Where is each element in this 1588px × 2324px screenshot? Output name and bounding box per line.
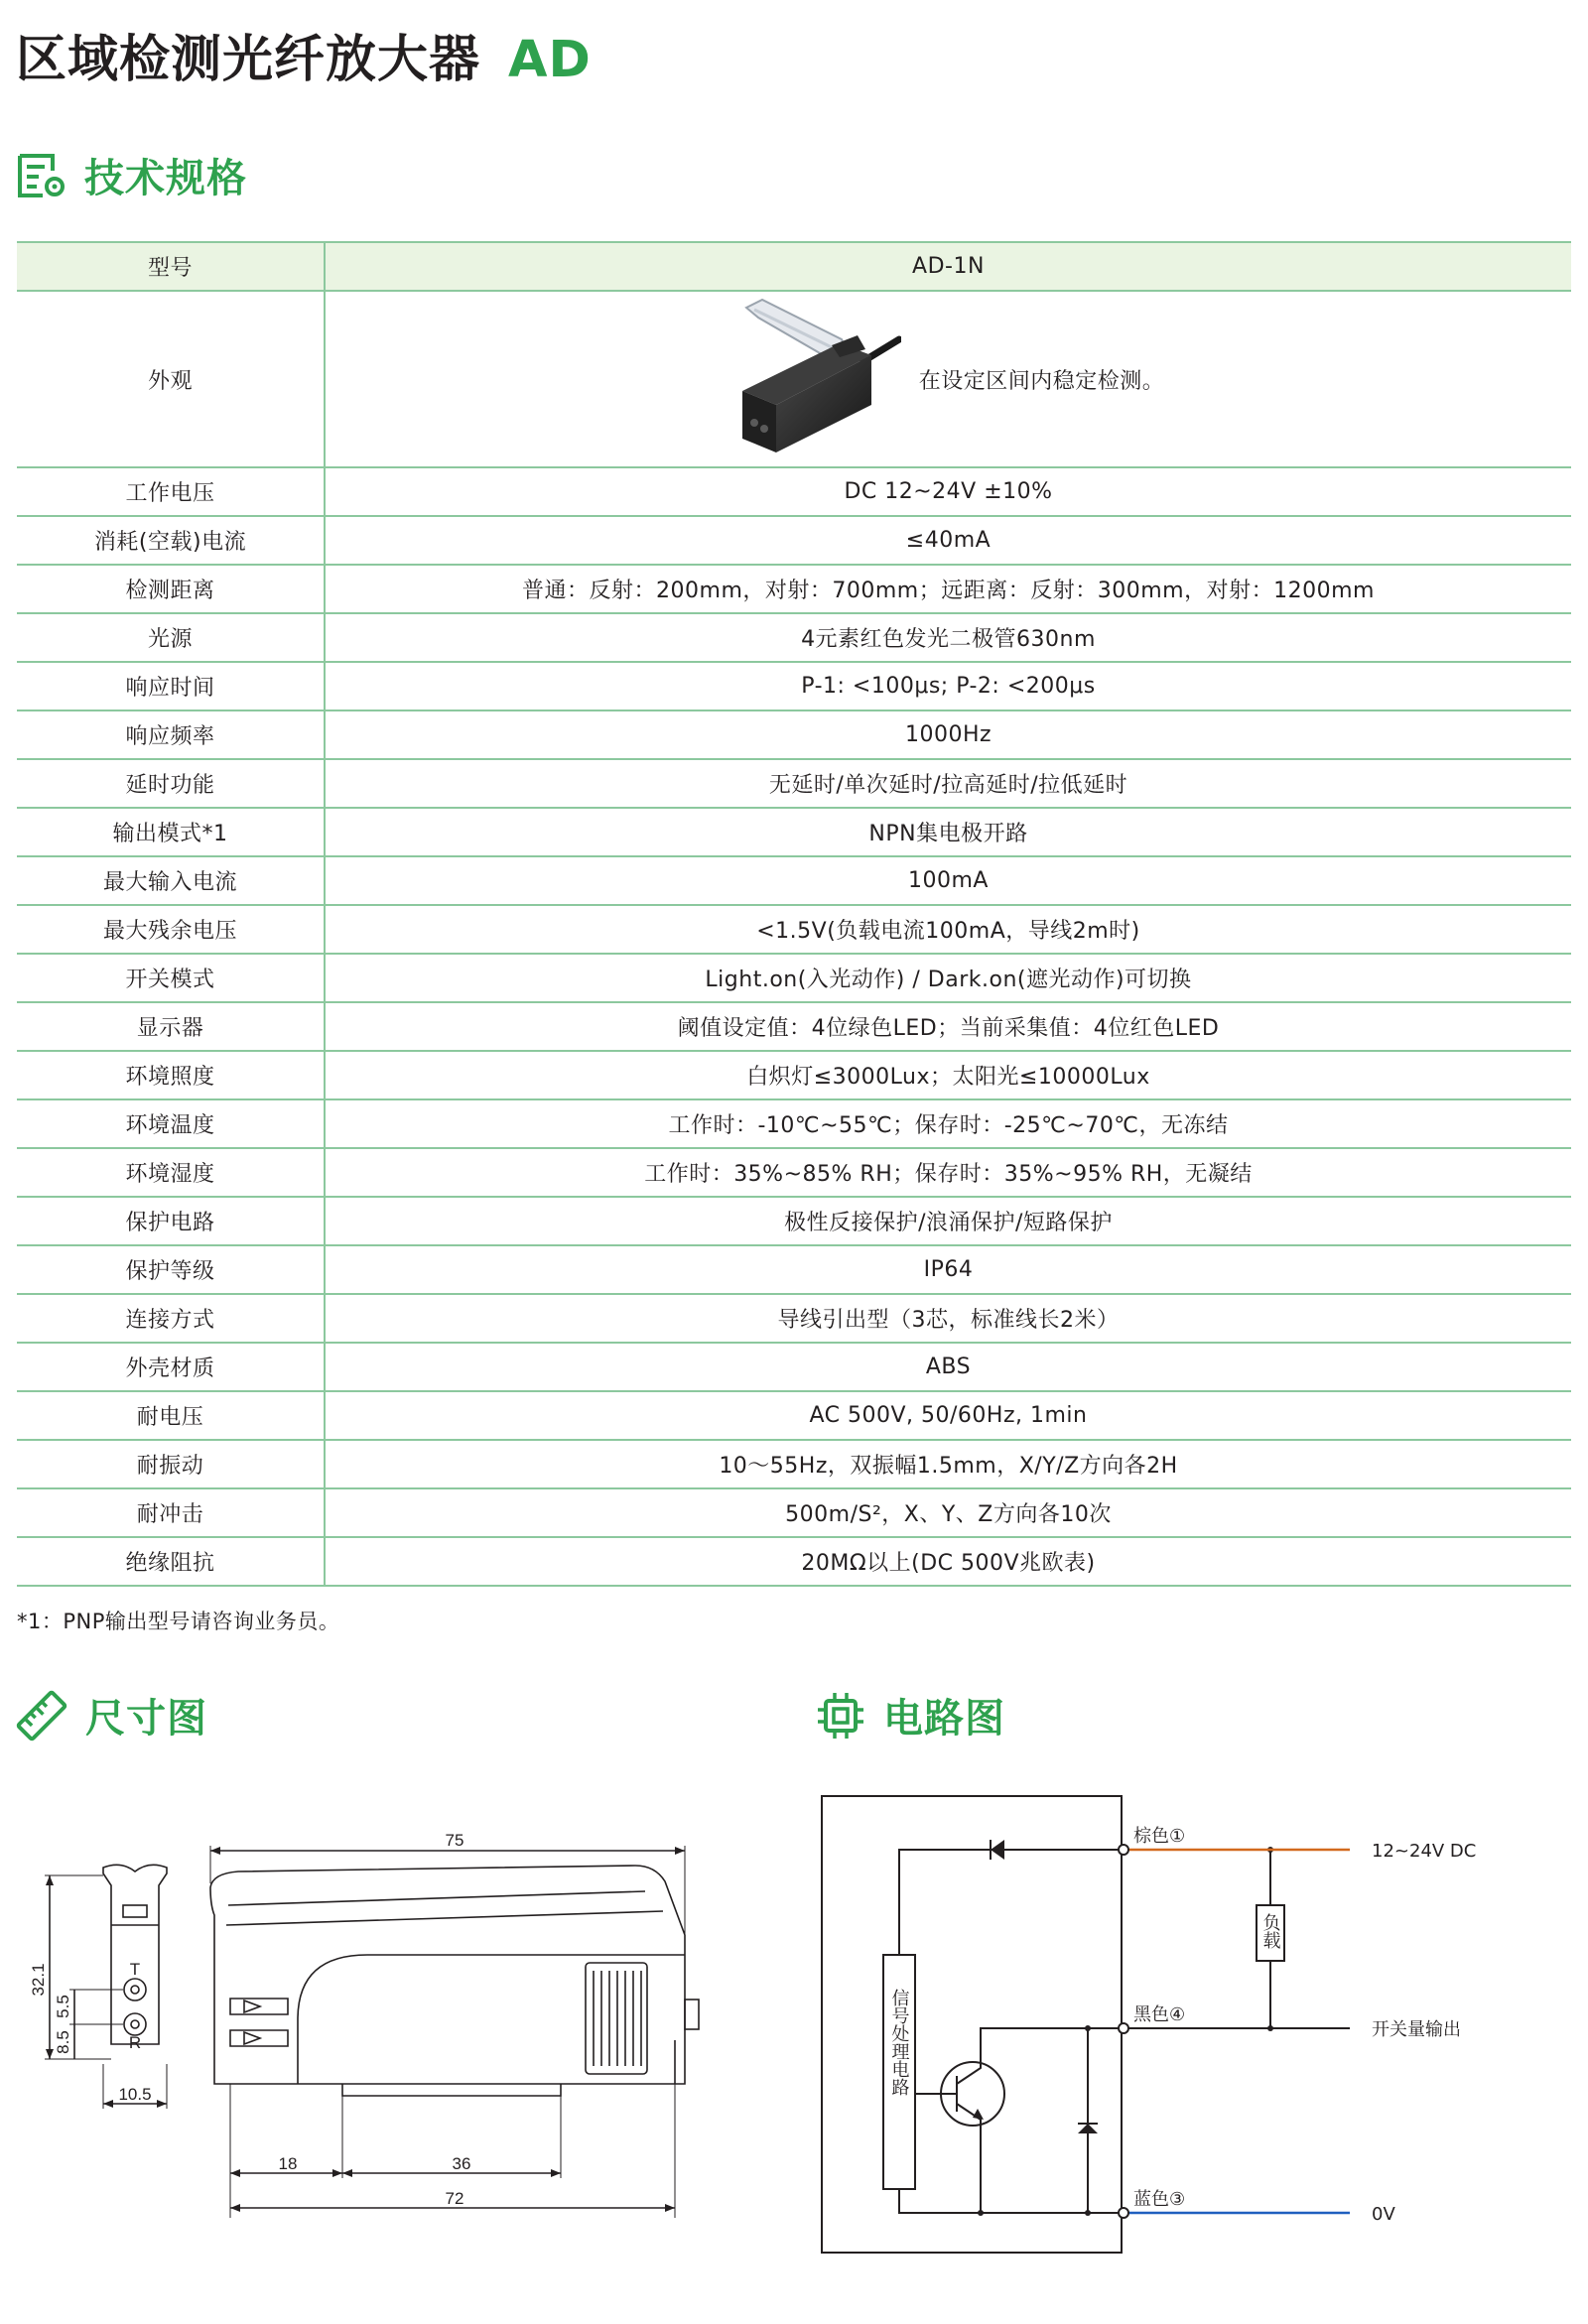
table-row — [17, 856, 1571, 905]
spec-key: 消耗(空载)电流 — [17, 516, 325, 565]
front-view-outline — [103, 1865, 167, 2044]
appearance-desc: 在设定区间内稳定检测。 — [918, 368, 1165, 394]
table-row — [17, 1148, 1571, 1197]
title-main: 区域检测光纤放大器 — [16, 31, 481, 89]
spec-key: 最大残余电压 — [17, 905, 325, 954]
spec-key: 耐振动 — [17, 1440, 325, 1488]
dim-front-height: 32.1 — [29, 1963, 48, 1997]
spec-key: 保护电路 — [17, 1197, 325, 1245]
product-photo — [732, 296, 901, 462]
chip-icon — [816, 1691, 865, 1741]
table-row — [17, 662, 1571, 710]
model-value: AD-1N — [325, 242, 1571, 291]
switch-output-label: 开关量输出 — [1372, 2019, 1461, 2040]
table-row — [17, 1488, 1571, 1537]
spec-value: AC 500V, 50/60Hz, 1min — [325, 1391, 1571, 1440]
table-row — [17, 516, 1571, 565]
spec-key: 输出模式*1 — [17, 808, 325, 856]
spec-value: 工作时：-10℃~55℃；保存时：-25℃~70℃，无冻结 — [325, 1099, 1571, 1148]
appearance-row — [17, 291, 1571, 467]
table-row — [17, 1099, 1571, 1148]
appearance-cell — [325, 291, 1571, 467]
specs-section-label: 技术规格 — [84, 156, 247, 201]
spec-key: 环境温度 — [17, 1099, 325, 1148]
circuit-diagram — [794, 1776, 1588, 2272]
spec-value: 20MΩ以上(DC 500V兆欧表) — [325, 1537, 1571, 1586]
dimensions-section-heading — [16, 1687, 207, 1743]
dimensions-section-label: 尺寸图 — [85, 1696, 207, 1742]
table-row — [17, 905, 1571, 954]
supply-label: 12~24V DC — [1372, 1841, 1477, 1862]
dim-front-width: 10.5 — [118, 2085, 152, 2104]
sensor-box — [822, 1796, 1122, 2253]
button-t-label: T — [129, 1960, 141, 1979]
ruler-icon — [16, 1690, 67, 1742]
dim-side-base: 72 — [445, 2189, 464, 2208]
table-row — [17, 1537, 1571, 1586]
table-row — [17, 1440, 1571, 1488]
spec-value: 普通：反射：200mm，对射：700mm；远距离：反射：300mm，对射：1200mm — [325, 565, 1571, 613]
table-row — [17, 1391, 1571, 1440]
spec-sheet-icon — [17, 153, 66, 198]
table-row — [17, 1002, 1571, 1051]
spec-value: 导线引出型（3芯，标准线长2米） — [325, 1294, 1571, 1343]
spec-key: 开关模式 — [17, 954, 325, 1002]
table-header-row — [17, 242, 1571, 291]
button-r-label: R — [128, 2033, 142, 2052]
spec-key: 保护等级 — [17, 1245, 325, 1294]
wire-blue-label: 蓝色③ — [1133, 2189, 1186, 2210]
terminal-black — [1119, 2023, 1128, 2033]
spec-value: DC 12~24V ±10% — [325, 467, 1571, 516]
spec-value: 阈值设定值：4位绿色LED；当前采集值：4位红色LED — [325, 1002, 1571, 1051]
spec-value: 100mA — [325, 856, 1571, 905]
spec-value: 500m/S²，X、Y、Z方向各10次 — [325, 1488, 1571, 1537]
table-row — [17, 1294, 1571, 1343]
spec-value: NPN集电极开路 — [325, 808, 1571, 856]
table-row — [17, 467, 1571, 516]
spec-value: Light.on(入光动作) / Dark.on(遮光动作)可切换 — [325, 954, 1571, 1002]
model-key: 型号 — [17, 242, 325, 291]
appearance-key: 外观 — [17, 291, 325, 467]
table-row — [17, 565, 1571, 613]
spec-value: 1000Hz — [325, 710, 1571, 759]
dimension-drawing — [0, 1786, 794, 2223]
spec-table — [17, 241, 1571, 1587]
dim-side-d1: 18 — [278, 2154, 298, 2173]
spec-key: 光源 — [17, 613, 325, 662]
dim-front-d1: 5.5 — [54, 1995, 72, 2018]
dim-front-d2: 8.5 — [54, 2030, 72, 2054]
title-model: AD — [508, 31, 592, 89]
spec-key: 检测距离 — [17, 565, 325, 613]
spec-key: 最大输入电流 — [17, 856, 325, 905]
circuit-section-label: 电路图 — [883, 1696, 1005, 1742]
table-row — [17, 1245, 1571, 1294]
spec-key: 耐电压 — [17, 1391, 325, 1440]
circuit-section-heading — [816, 1687, 1005, 1743]
spec-value: 10～55Hz，双振幅1.5mm，X/Y/Z方向各2H — [325, 1440, 1571, 1488]
table-row — [17, 808, 1571, 856]
zero-volt-label: 0V — [1372, 2204, 1395, 2225]
spec-key: 显示器 — [17, 1002, 325, 1051]
table-row — [17, 1197, 1571, 1245]
spec-key: 耐冲击 — [17, 1488, 325, 1537]
table-row — [17, 759, 1571, 808]
spec-key: 环境湿度 — [17, 1148, 325, 1197]
spec-value: 极性反接保护/浪涌保护/短路保护 — [325, 1197, 1571, 1245]
spec-key: 响应时间 — [17, 662, 325, 710]
spec-key: 外壳材质 — [17, 1343, 325, 1391]
spec-value: P-1: <100μs; P-2: <200μs — [325, 662, 1571, 710]
spec-value: IP64 — [325, 1245, 1571, 1294]
spec-value: ABS — [325, 1343, 1571, 1391]
dim-side-d2: 36 — [452, 2154, 471, 2173]
spec-value: ≤40mA — [325, 516, 1571, 565]
specs-section-heading — [17, 147, 247, 203]
terminal-brown — [1119, 1845, 1128, 1855]
dim-side-length: 75 — [445, 1831, 464, 1850]
spec-key: 响应频率 — [17, 710, 325, 759]
spec-key: 环境照度 — [17, 1051, 325, 1099]
footnote: *1：PNP输出型号请咨询业务员。 — [17, 1610, 340, 1633]
terminal-blue — [1119, 2208, 1128, 2218]
spec-value: 白炽灯≤3000Lux；太阳光≤10000Lux — [325, 1051, 1571, 1099]
spec-value: 4元素红色发光二极管630nm — [325, 613, 1571, 662]
page-title — [16, 18, 592, 91]
table-row — [17, 954, 1571, 1002]
table-row — [17, 613, 1571, 662]
spec-key: 绝缘阻抗 — [17, 1537, 325, 1586]
spec-value: 无延时/单次延时/拉高延时/拉低延时 — [325, 759, 1571, 808]
signal-block-label: 信号处理电路 — [888, 1989, 910, 2096]
spec-key: 延时功能 — [17, 759, 325, 808]
spec-key: 工作电压 — [17, 467, 325, 516]
wire-black-label: 黑色④ — [1133, 2004, 1186, 2025]
load-label: 负载 — [1259, 1913, 1281, 1949]
wire-brown-label: 棕色① — [1133, 1826, 1186, 1847]
spec-value: 工作时：35%~85% RH；保存时：35%~95% RH，无凝结 — [325, 1148, 1571, 1197]
spec-key: 连接方式 — [17, 1294, 325, 1343]
spec-value: <1.5V(负载电流100mA，导线2m时) — [325, 905, 1571, 954]
table-row — [17, 1051, 1571, 1099]
table-row — [17, 710, 1571, 759]
table-row — [17, 1343, 1571, 1391]
